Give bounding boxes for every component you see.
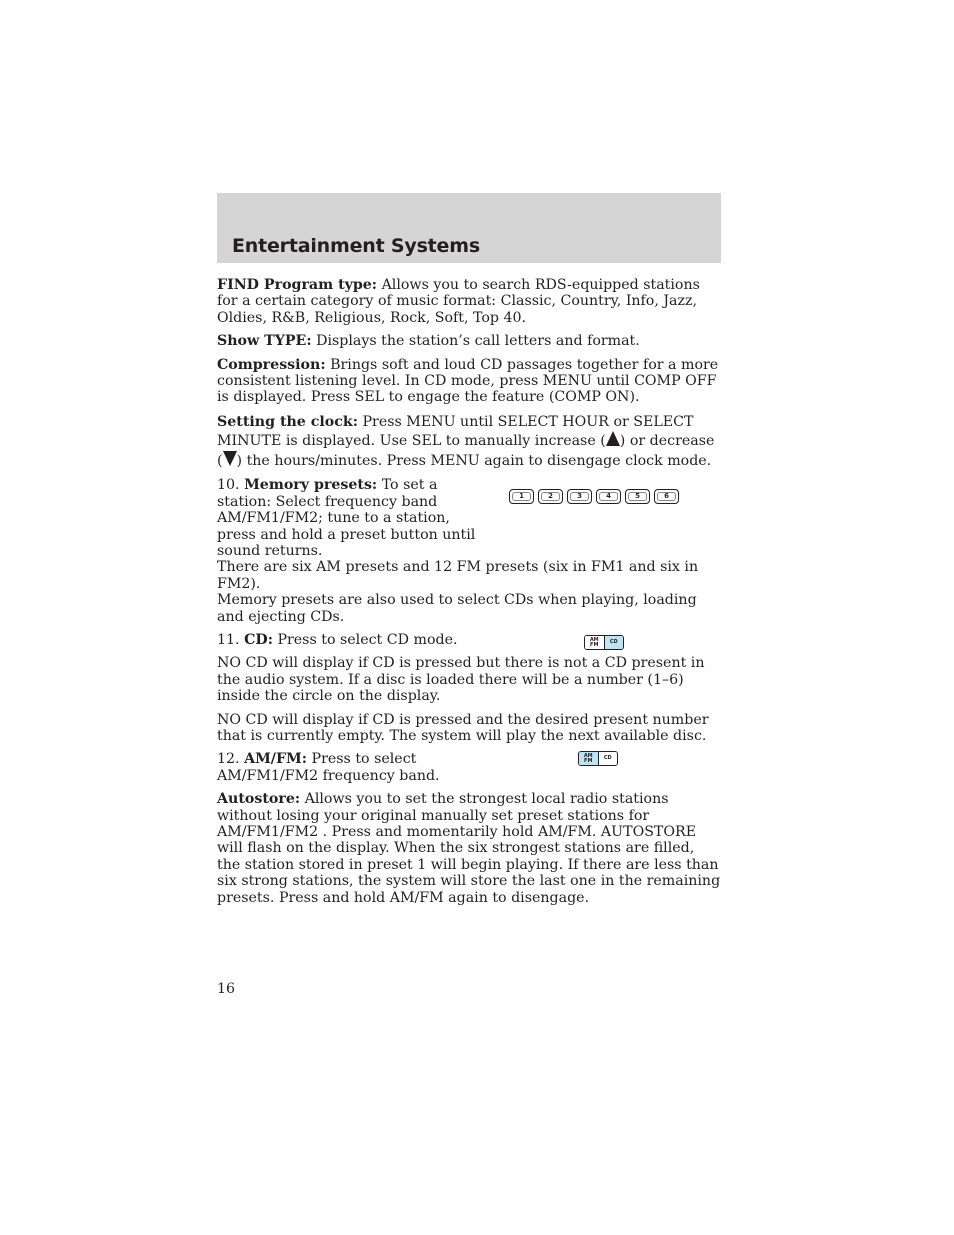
down-arrow-icon xyxy=(223,451,237,466)
amfm-switch-icon xyxy=(578,751,618,766)
clock-text-2: ) or decrease ( xyxy=(217,433,715,469)
cd-switch-icon xyxy=(584,635,624,650)
section-title: Entertainment Systems xyxy=(232,235,480,257)
find-program-paragraph xyxy=(217,277,721,326)
find-program-text: Allows you to search RDS-equipped stations for a certain category of music format: Classic, Country, Info, Jazz, Oldies, R&B, Religious, Rock, Soft, Top 40. xyxy=(217,277,700,326)
preset-button-1-icon: 1 xyxy=(509,489,534,504)
preset-button-6-icon: 6 xyxy=(654,489,679,504)
show-type-text: Displays the station’s call letters and format. xyxy=(316,333,640,350)
page-content xyxy=(217,277,721,906)
cd-number: 11. xyxy=(217,632,240,648)
clock-text-3: ) the hours/minutes. Press MENU again to disengage clock mode. xyxy=(236,452,712,469)
autostore-paragraph xyxy=(217,791,721,906)
no-cd-paragraph xyxy=(217,655,721,704)
preset-buttons-illustration xyxy=(509,489,679,504)
no-cd-empty-paragraph: NO CD will display if CD is pressed and the desired present number that is currently empty. The system will play the next available disc. xyxy=(217,711,709,745)
cd-label: CD: xyxy=(244,632,273,648)
preset-button-5-icon: 5 xyxy=(625,489,650,504)
compression-paragraph xyxy=(217,357,721,406)
amfm-section xyxy=(217,751,721,784)
memory-text: To set a station: Select frequency band AM/FM1/FM2; tune to a station, press and hold a preset button until sound returns. xyxy=(217,477,476,559)
preset-button-2-icon: 2 xyxy=(538,489,563,504)
cd-segment-highlighted: CD xyxy=(604,636,624,649)
clock-text-1: Press MENU until SELECT HOUR or SELECT MINUTE is displayed. Use SEL to manually increase ( xyxy=(217,413,694,450)
autostore-text: Allows you to set the strongest local radio stations without losing your original manually set preset stations for AM/FM1/FM2 . Press and momentarily hold AM/FM. AUTOSTORE will flash on the display. When the six strongest stations are filled, the station stored in preset 1 will begin playing. If there are less than six strong stations, the system will store the last one in the remaining presets. Press and hold AM/FM again to disengage. xyxy=(217,791,721,906)
preset-button-3-icon: 3 xyxy=(567,489,592,504)
memory-presets-count: There are six AM presets and 12 FM presets (six in FM1 and six in FM2). xyxy=(217,559,699,592)
memory-presets-cds: Memory presets are also used to select CDs when playing, loading and ejecting CDs. xyxy=(217,592,697,625)
amfm-text: Press to select AM/FM1/FM2 frequency band. xyxy=(217,751,440,784)
amfm-label: AM/FM: xyxy=(244,751,308,768)
cd-paragraph xyxy=(217,632,477,648)
no-cd-text: NO CD will display if CD is pressed but there is not a CD present in the audio system. If a disc is loaded there will be a number (1–6) inside the circle on the display. xyxy=(217,655,705,705)
page-number: 16 xyxy=(217,981,236,997)
compression-label: Compression: xyxy=(217,356,326,373)
memory-label: Memory presets: xyxy=(244,477,378,494)
find-program-label: FIND Program type: xyxy=(217,277,378,293)
memory-presets-paragraph xyxy=(217,477,477,559)
show-type-label: Show TYPE: xyxy=(217,333,312,350)
memory-number: 10. xyxy=(217,477,240,494)
clock-paragraph xyxy=(217,413,721,471)
show-type-paragraph xyxy=(217,333,721,349)
amfm-segment-highlighted: AM FM xyxy=(579,752,598,765)
section-header-band xyxy=(217,193,721,263)
amfm-segment: AM FM xyxy=(585,636,604,649)
amfm-number: 12. xyxy=(217,751,240,768)
cd-section xyxy=(217,632,721,648)
autostore-label: Autostore: xyxy=(217,791,301,808)
compression-text: Brings soft and loud CD passages together for a more consistent listening level. In CD mode, press MENU until COMP OFF is displayed. Press SEL to engage the feature (COMP ON). xyxy=(217,356,719,406)
cd-text: Press to select CD mode. xyxy=(277,632,458,648)
up-arrow-icon xyxy=(606,431,620,446)
preset-button-4-icon: 4 xyxy=(596,489,621,504)
amfm-paragraph xyxy=(217,751,447,784)
clock-label: Setting the clock: xyxy=(217,413,358,430)
cd-segment: CD xyxy=(598,752,618,765)
memory-presets-section xyxy=(217,477,721,559)
